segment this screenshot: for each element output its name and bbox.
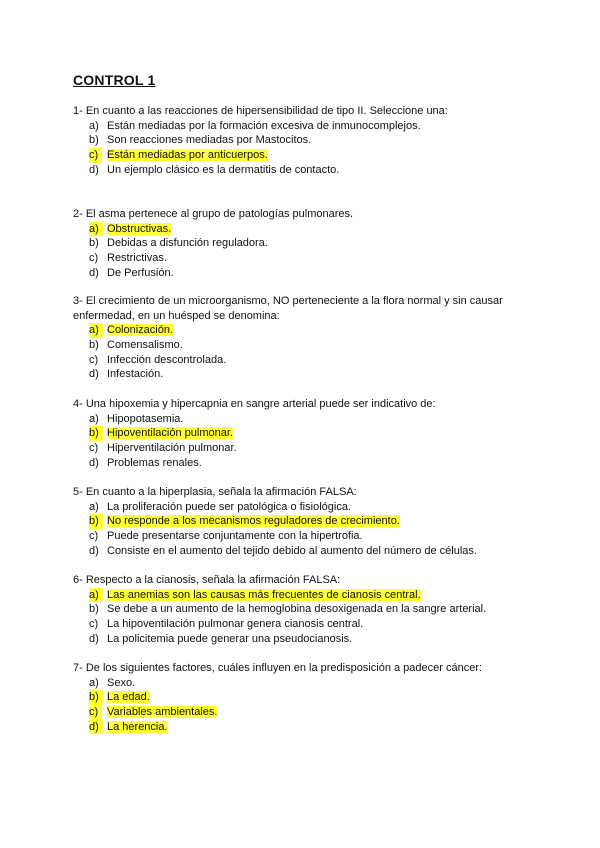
option-letter: a) xyxy=(89,412,99,425)
answer-options xyxy=(73,119,543,178)
option-letter: c) xyxy=(89,252,99,265)
page-title: CONTROL 1 xyxy=(73,72,156,88)
option-letter: a) xyxy=(89,323,103,338)
option-text: La edad. xyxy=(107,691,150,704)
answer-option-a xyxy=(73,119,543,134)
option-letter: c) xyxy=(89,530,99,543)
question-6 xyxy=(73,573,543,646)
option-text: La policitemia puede generar una pseudocianosis. xyxy=(107,632,353,645)
option-text: Hipoventilación pulmonar. xyxy=(107,427,233,440)
option-letter: a) xyxy=(89,588,103,603)
option-text: La proliferación puede ser patológica o fisiológica. xyxy=(107,500,351,513)
option-letter: b) xyxy=(89,426,103,441)
answer-option-c xyxy=(73,251,543,266)
answer-options xyxy=(73,222,543,281)
question-stem: 2- El asma pertenece al grupo de patologías pulmonares. xyxy=(73,208,354,220)
option-text: Variables ambientales. xyxy=(107,706,218,719)
question-2 xyxy=(73,207,543,280)
option-letter: b) xyxy=(89,690,103,705)
option-letter: a) xyxy=(89,119,99,132)
option-text: Están mediadas por anticuerpos. xyxy=(107,149,268,162)
question-stem: 7- De los siguientes factores, cuáles influyen en la predisposición a padecer cáncer: xyxy=(73,662,483,674)
question-stem: 3- El crecimiento de un microorganismo, NO perteneciente a la flora normal y sin causar enfermedad, en un huésped se denomina: xyxy=(73,295,503,322)
answer-option-a xyxy=(73,412,543,427)
answer-option-b xyxy=(73,236,543,251)
answer-option-d xyxy=(73,632,543,647)
answer-option-b xyxy=(73,338,543,353)
option-text: Comensalismo. xyxy=(107,339,183,352)
option-text: Las anemias son las causas más frecuentes de cianosis central. xyxy=(107,588,421,601)
option-letter: b) xyxy=(89,134,99,147)
answer-option-c xyxy=(73,148,543,163)
question-4 xyxy=(73,397,543,470)
answer-option-a xyxy=(73,500,543,515)
option-text: La herencia. xyxy=(107,720,168,733)
option-letter: b) xyxy=(89,237,99,250)
option-letter: b) xyxy=(89,514,103,529)
option-text: Colonización. xyxy=(107,324,174,337)
option-letter: d) xyxy=(89,720,103,735)
option-letter: c) xyxy=(89,618,99,631)
option-text: Obstructivas. xyxy=(107,222,172,235)
option-text: La hipoventilación pulmonar genera cianosis central. xyxy=(107,618,364,631)
option-letter: a) xyxy=(89,676,99,689)
answer-option-b xyxy=(73,426,543,441)
option-letter: d) xyxy=(89,163,99,176)
option-letter: d) xyxy=(89,632,99,645)
option-letter: c) xyxy=(89,442,99,455)
option-letter: c) xyxy=(89,353,99,366)
option-text: Consiste en el aumento del tejido debido al aumento del número de células. xyxy=(107,544,477,557)
answer-option-c xyxy=(73,529,543,544)
answer-option-b xyxy=(73,133,543,148)
option-text: De Perfusión. xyxy=(107,266,174,279)
option-text: Hiperventilación pulmonar. xyxy=(107,442,237,455)
question-3 xyxy=(73,294,543,382)
answer-option-d xyxy=(73,163,543,178)
answer-option-a xyxy=(73,588,543,603)
answer-option-c xyxy=(73,441,543,456)
option-text: No responde a los mecanismos reguladores de crecimiento. xyxy=(107,515,400,528)
option-letter: d) xyxy=(89,456,99,469)
option-letter: b) xyxy=(89,603,99,616)
answer-option-a xyxy=(73,222,543,237)
option-text: Se debe a un aumento de la hemoglobina desoxigenada en la sangre arterial. xyxy=(107,603,487,616)
option-letter: a) xyxy=(89,222,103,237)
question-stem: 4- Una hipoxemia y hipercapnia en sangre arterial puede ser indicativo de: xyxy=(73,398,436,410)
option-text: Son reacciones mediadas por Mastocitos. xyxy=(107,134,312,147)
option-letter: c) xyxy=(89,705,102,720)
answer-options xyxy=(73,500,543,559)
option-text: Un ejemplo clásico es la dermatitis de contacto. xyxy=(107,163,340,176)
option-text: Están mediadas por la formación excesiva de inmunocomplejos. xyxy=(107,119,421,132)
option-text: Puede presentarse conjuntamente con la hipertrofia. xyxy=(107,530,363,543)
option-letter: b) xyxy=(89,339,99,352)
option-letter: d) xyxy=(89,266,99,279)
answer-option-c xyxy=(73,705,543,720)
answer-option-d xyxy=(73,266,543,281)
answer-options xyxy=(73,588,543,647)
answer-options xyxy=(73,676,543,735)
answer-option-c xyxy=(73,353,543,368)
question-1 xyxy=(73,104,543,177)
question-stem: 1- En cuanto a las reacciones de hipersensibilidad de tipo II. Seleccione una: xyxy=(73,105,448,117)
answer-option-a xyxy=(73,323,543,338)
answer-option-b xyxy=(73,602,543,617)
option-text: Infección descontrolada. xyxy=(107,353,227,366)
question-7 xyxy=(73,661,543,734)
option-letter: a) xyxy=(89,500,99,513)
option-text: Sexo. xyxy=(107,676,136,689)
answer-options xyxy=(73,412,543,471)
answer-options xyxy=(73,323,543,382)
answer-option-b xyxy=(73,690,543,705)
option-letter: d) xyxy=(89,544,99,557)
answer-option-d xyxy=(73,720,543,735)
answer-option-a xyxy=(73,676,543,691)
option-text: Debidas a disfunción reguladora. xyxy=(107,237,268,250)
answer-option-b xyxy=(73,514,543,529)
answer-option-d xyxy=(73,456,543,471)
option-letter: c) xyxy=(89,148,102,163)
option-text: Problemas renales. xyxy=(107,456,202,469)
answer-option-c xyxy=(73,617,543,632)
option-text: Infestación. xyxy=(107,368,164,381)
option-text: Hipopotasemia. xyxy=(107,412,184,425)
answer-option-d xyxy=(73,367,543,382)
question-stem: 5- En cuanto a la hiperplasia, señala la afirmación FALSA: xyxy=(73,486,357,498)
question-stem: 6- Respecto a la cianosis, señala la afirmación FALSA: xyxy=(73,574,341,586)
question-5 xyxy=(73,485,543,558)
option-letter: d) xyxy=(89,368,99,381)
answer-option-d xyxy=(73,544,543,559)
option-text: Restrictivas. xyxy=(107,252,167,265)
